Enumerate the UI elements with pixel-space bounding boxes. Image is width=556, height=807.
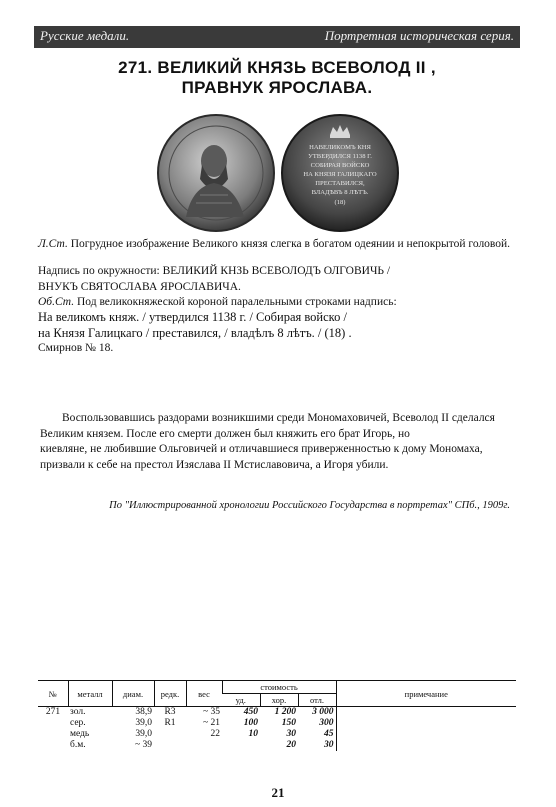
reverse-text: Под великокняжеской короной паралельными строками надпись: xyxy=(77,296,397,308)
legend-text-1: ВЕЛИКИЙ КНЗЬ ВСЕВОЛОДЪ ОЛГОВИЧЬ / xyxy=(162,265,391,277)
cell-weight xyxy=(186,740,222,751)
cell-no xyxy=(38,718,68,729)
cell-value-good xyxy=(222,740,260,751)
cell-note xyxy=(336,707,516,719)
cell-diameter: 39,0 xyxy=(135,729,152,739)
header-series-title: Портретная историческая серия. xyxy=(324,28,514,43)
cell-metal: медь xyxy=(70,729,90,739)
reverse-description xyxy=(38,296,397,309)
cell-value-fine: 20 xyxy=(286,740,296,750)
col-header-value: стоимость xyxy=(222,681,336,694)
col-header-no: № xyxy=(38,681,68,707)
page-title xyxy=(34,58,520,98)
reverse-inscription-2: на Князя Галицкаго / преставился, / владѣлъ 8 лѣтъ. / (18) . xyxy=(38,326,352,340)
subheader-good: уд. xyxy=(222,694,260,707)
subheader-fine: хор. xyxy=(260,694,298,707)
title-line-1: 271. ВЕЛИКИЙ КНЯЗЬ ВСЕВОЛОД II , xyxy=(118,58,436,77)
source-citation: По "Иллюстрированной хронологии Российского Государства в портретах" СПб., 1909г. xyxy=(109,500,510,511)
medal-text-line-6: ВЛАДѢВЪ 8 ЛѢТЪ. xyxy=(311,189,369,196)
cell-metal: сер. xyxy=(70,718,86,728)
medal-images xyxy=(156,113,400,233)
col-header-rarity: редк. xyxy=(154,681,186,707)
obverse-description xyxy=(38,238,516,251)
cell-value-fine: 1 200 xyxy=(274,707,296,717)
col-header-diameter: диам. xyxy=(112,681,154,707)
story-line-3: киевляне, не любившие Ольговичей и отличавшиеся приверженностью к дому Мономаха, xyxy=(40,443,483,455)
medal-text-line-4: НА КНЯЗЯ ГАЛИЦКАГО xyxy=(303,171,377,178)
historical-note xyxy=(40,411,516,473)
medal-text-line-5: ПРЕСТАВИЛСЯ, xyxy=(315,180,365,187)
medal-text-line-3: СОБИРАЯ ВОЙСКО xyxy=(310,162,370,169)
header-section-title: Русские медали. xyxy=(40,28,130,43)
page-number: 21 xyxy=(271,785,285,800)
legend-label: Надпись по окружности: xyxy=(38,265,160,277)
legend-line xyxy=(38,265,390,278)
cell-note xyxy=(336,740,516,751)
cell-diameter: ~ 39 xyxy=(134,740,152,750)
story-line-4: призвали к себе на престол Изяслава II Мстиславовича, а Игоря убили. xyxy=(40,458,389,471)
cell-value-excellent: 300 xyxy=(319,718,334,728)
catalog-reference: Смирнов № 18. xyxy=(38,342,114,354)
table-row xyxy=(38,729,516,740)
cell-weight: 22 xyxy=(210,729,220,739)
cell-rarity: R3 xyxy=(164,707,176,717)
cell-no xyxy=(38,729,68,740)
medal-text-line-7: (18) xyxy=(334,199,346,206)
cell-diameter: 38,9 xyxy=(135,707,152,717)
medal-text-line-1: НАВЕЛИКОМЪ КНЯ xyxy=(309,144,371,151)
running-header xyxy=(34,26,520,48)
cell-no xyxy=(38,740,68,751)
cell-value-good: 450 xyxy=(243,707,258,717)
medal-obverse-image xyxy=(156,113,276,233)
table-row xyxy=(38,740,516,751)
reverse-label: Об.Ст. xyxy=(38,296,75,308)
cell-note xyxy=(336,729,516,740)
cell-rarity xyxy=(154,729,186,740)
cell-value-excellent: 45 xyxy=(324,729,334,739)
cell-metal: зол. xyxy=(70,707,86,717)
col-header-metal: металл xyxy=(68,681,112,707)
cell-value-good: 10 xyxy=(248,729,258,739)
cell-diameter: 39,0 xyxy=(135,718,152,728)
cell-rarity xyxy=(154,740,186,751)
obverse-label: Л.Ст. xyxy=(38,238,68,250)
story-line-1: Воспользовавшись раздорами возникшими среди Мономаховичей, Всеволод II сделался xyxy=(62,412,495,424)
cell-value-good: 100 xyxy=(243,718,258,728)
table-row xyxy=(38,707,516,719)
medal-reverse-image xyxy=(280,113,400,233)
cell-metal: б.м. xyxy=(70,740,86,750)
catalog-table xyxy=(38,680,516,751)
cell-value-fine: 30 xyxy=(286,729,296,739)
medal-text-line-2: УТВЕРДИЛСЯ 1138 Г. xyxy=(308,153,372,160)
col-header-note: примечание xyxy=(336,681,516,707)
legend-text-2: ВНУКЪ СВЯТОСЛАВА ЯРОСЛАВИЧА. xyxy=(38,281,241,293)
cell-weight: ~ 35 xyxy=(202,707,220,717)
cell-no: 271 xyxy=(45,707,61,717)
cell-value-excellent: 30 xyxy=(324,740,334,750)
cell-weight: ~ 21 xyxy=(202,718,220,728)
reverse-inscription-1: На великомъ княж. / утвердился 1138 г. / Собирая войско / xyxy=(38,310,347,324)
cell-value-excellent: 3 000 xyxy=(312,707,334,717)
story-line-2: Великим князем. После его смерти должен был княжить его брат Игорь, но xyxy=(40,427,410,440)
title-line-2: ПРАВНУК ЯРОСЛАВА. xyxy=(181,78,373,97)
cell-rarity: R1 xyxy=(164,718,176,728)
table-row xyxy=(38,718,516,729)
cell-note xyxy=(336,718,516,729)
cell-value-fine: 150 xyxy=(281,718,296,728)
obverse-text: Погрудное изображение Великого князя слегка в богатом одеянии и непокрытой головой. xyxy=(70,238,511,250)
subheader-excellent: отл. xyxy=(298,694,336,707)
col-header-weight: вес xyxy=(186,681,222,707)
